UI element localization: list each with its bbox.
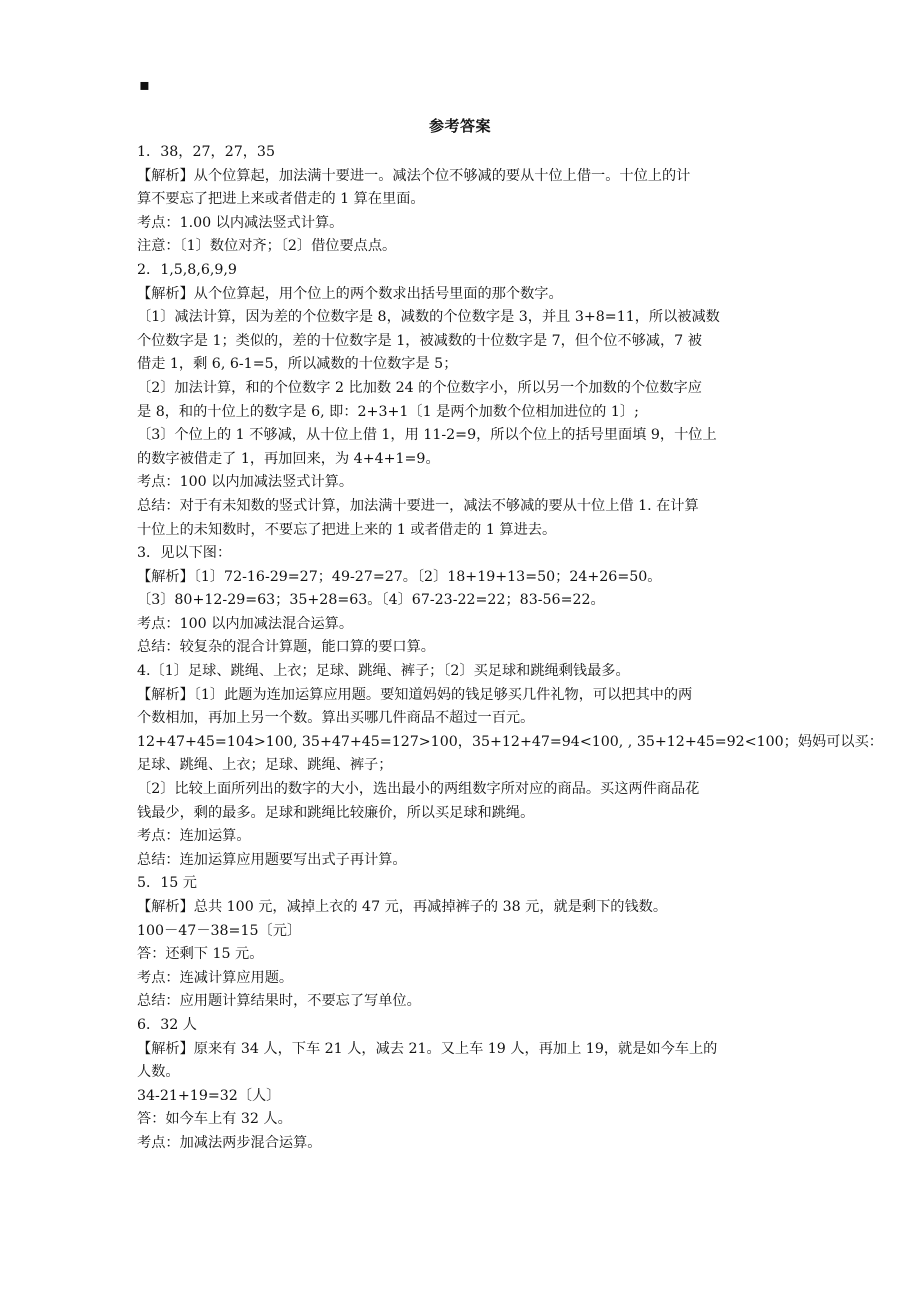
text-line: 〔3〕个位上的 1 不够减，从十位上借 1，用 11-2=9，所以个位上的括号里面填 9，十位上 (137, 427, 717, 444)
text-line: 个数相加，再加上另一个数。算出买哪几件商品不超过一百元。 (137, 710, 535, 727)
text-line: 12+47+45=104>100, 35+47+45=127>100，35+12+47=94<100, , 35+12+45=92<100；妈妈可以买： (137, 733, 883, 750)
text-line: 【解析】〔1〕此题为连加运算应用题。要知道妈妈的钱足够买几件礼物，可以把其中的两 (137, 686, 693, 703)
text-line: 4.〔1〕足球、跳绳、上衣；足球、跳绳、裤子；〔2〕买足球和跳绳剩钱最多。 (137, 663, 630, 680)
text-line: 总结：应用题计算结果时，不要忘了写单位。 (137, 993, 421, 1010)
answer-body (137, 141, 883, 1156)
text-line: 钱最少，剩的最多。足球和跳绳比较廉价，所以买足球和跳绳。 (137, 804, 535, 821)
text-line: 个位数字是 1；类似的，差的十位数字是 1，被减数的十位数字是 7，但个位不够减，7 被 (137, 332, 702, 349)
text-line: 总结：对于有未知数的竖式计算，加法满十要进一，减法不够减的要从十位上借 1. 在计算 (137, 497, 699, 514)
text-line: 考点：100 以内加减法混合运算。 (137, 615, 354, 632)
text-line: 【解析】从个位算起，加法满十要进一。减法个位不够减的要从十位上借一。十位上的计 (137, 167, 691, 184)
text-line: 借走 1，剩 6, 6-1=5，所以减数的十位数字是 5； (137, 356, 458, 373)
text-line: 【解析】原来有 34 人，下车 21 人，减去 21。又上车 19 人，再加上 19，就是如今车上的 (137, 1040, 718, 1057)
text-line: 考点：加减法两步混合运算。 (137, 1134, 322, 1151)
text-line: 人数。 (137, 1064, 180, 1081)
text-line: 考点：100 以内加减法竖式计算。 (137, 474, 354, 491)
text-line: 〔1〕减法计算，因为差的个位数字是 8，减数的个位数字是 3，并且 3+8=11，所以被减数 (137, 309, 720, 326)
text-line: 考点：连加运算。 (137, 828, 251, 845)
text-line: 5．15 元 (137, 875, 197, 892)
text-line: 〔3〕80+12-29=63；35+28=63。〔4〕67-23-22=22；83-56=22。 (137, 592, 605, 609)
text-line: 答：还剩下 15 元。 (137, 946, 264, 963)
text-line: 的数字被借走了 1，再加回来，为 4+4+1=9。 (137, 450, 440, 467)
text-line: 6．32 人 (137, 1016, 197, 1033)
text-line: 十位上的未知数时，不要忘了把进上来的 1 或者借走的 1 算进去。 (137, 521, 557, 538)
text-line: 考点：1.00 以内减法竖式计算。 (137, 214, 344, 231)
text-line: 〔2〕比较上面所列出的数字的大小，选出最小的两组数字所对应的商品。买这两件商品花 (137, 781, 700, 798)
text-line: 100－47－38=15〔元〕 (137, 922, 302, 939)
text-line: 【解析】〔1〕72-16-29=27；49-27=27。〔2〕18+19+13=50；24+26=50。 (137, 568, 662, 585)
text-line: 〔2〕加法计算，和的个位数字 2 比加数 24 的个位数字小，所以另一个加数的个位数字应 (137, 379, 702, 396)
text-line: 答：如今车上有 32 人。 (137, 1111, 292, 1128)
text-line: 1．38，27，27，35 (137, 144, 275, 160)
text-line: 总结：较复杂的混合计算题，能口算的要口算。 (137, 639, 435, 656)
text-line: 足球、跳绳、上衣；足球、跳绳、裤子； (137, 757, 393, 774)
text-line: 注意：〔1〕数位对齐；〔2〕借位要点点。 (137, 238, 397, 255)
text-line: 【解析】总共 100 元，减掉上衣的 47 元，再减掉裤子的 38 元，就是剩下的钱数。 (137, 899, 668, 915)
text-line: 考点：连减计算应用题。 (137, 969, 294, 986)
bullet-dot: ▪ (139, 75, 150, 94)
text-line: 算不要忘了把进上来或者借走的 1 算在里面。 (137, 191, 425, 208)
text-line: 是 8，和的十位上的数字是 6, 即：2+3+1〔1 是两个加数个位相加进位的 1〕; (137, 403, 639, 420)
text-line: 34-21+19=32〔人〕 (137, 1087, 281, 1104)
page-title: 参考答案 (428, 117, 491, 135)
text-line: 2．1,5,8,6,9,9 (137, 261, 237, 278)
text-line: 总结：连加运算应用题要写出式子再计算。 (137, 851, 407, 868)
text-line: 【解析】从个位算起，用个位上的两个数求出括号里面的那个数字。 (137, 285, 563, 302)
text-line: 3．见以下图： (137, 545, 232, 562)
